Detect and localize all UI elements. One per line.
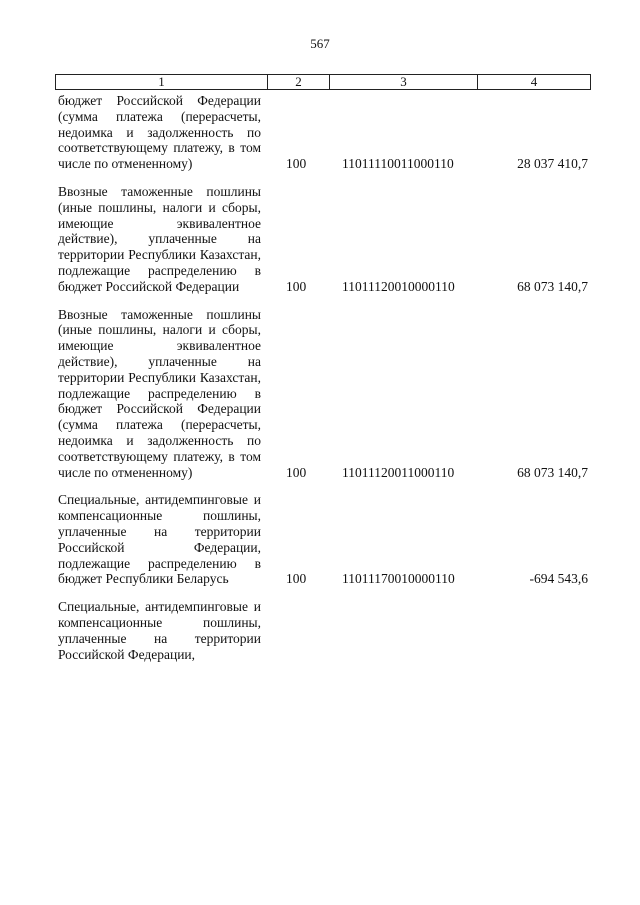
header-col-3: 3 — [330, 75, 478, 89]
row-budget-code: 11011110011000110 — [342, 156, 454, 172]
table-row — [58, 492, 588, 587]
row-description: Ввозные таможенные пошлины (иные пошлины, налоги и сборы, имеющие эквивалентное действие), уплаченные на территории Республики Казахстан, подлежащие распределению в бюджет Российской Федерации (сумма платежа (перерасчеты, недоимка и задолженность по соответствующему платежу, в том числе по отмененному) — [58, 306, 261, 480]
row-amount: -694 543,6 — [529, 571, 588, 587]
row-admin-code: 100 — [286, 464, 307, 480]
header-col-4: 4 — [530, 74, 538, 89]
row-admin-code: 100 — [286, 571, 307, 587]
row-description: Специальные, антидемпинговые и компенсационные пошлины, уплаченные на территории Российской Федерации, подлежащие распределению в бюджет Республики Беларусь — [58, 492, 261, 587]
row-admin-code: 100 — [286, 156, 307, 172]
row-budget-code: 11011170010000110 — [342, 571, 455, 587]
row-admin-code: 100 — [286, 278, 307, 294]
table-header — [55, 74, 591, 90]
row-description: Специальные, антидемпинговые и компенсационные пошлины, уплаченные на территории Российской Федерации, — [58, 599, 261, 662]
header-col-2: 2 — [268, 75, 330, 89]
row-amount: 28 037 410,7 — [517, 156, 588, 172]
row-description: Ввозные таможенные пошлины (иные пошлины, налоги и сборы, имеющие эквивалентное действие), уплаченные на территории Республики Казахстан, подлежащие распределению в бюджет Российской Федерации — [58, 183, 261, 294]
header-col-1: 1 — [56, 75, 268, 89]
row-budget-code: 11011120011000110 — [342, 464, 455, 480]
table-body — [58, 93, 588, 674]
table-row — [58, 599, 588, 662]
page-number: 567 — [310, 36, 330, 51]
table-row — [58, 184, 588, 295]
table-row — [58, 307, 588, 481]
row-amount: 68 073 140,7 — [517, 464, 588, 480]
table-row — [58, 93, 588, 172]
row-amount: 68 073 140,7 — [517, 278, 588, 294]
row-description: бюджет Российской Федерации (сумма платежа (перерасчеты, недоимка и задолженность по соответствующему платежу, в том числе по отмененному) — [58, 93, 261, 172]
row-budget-code: 11011120010000110 — [342, 278, 455, 294]
